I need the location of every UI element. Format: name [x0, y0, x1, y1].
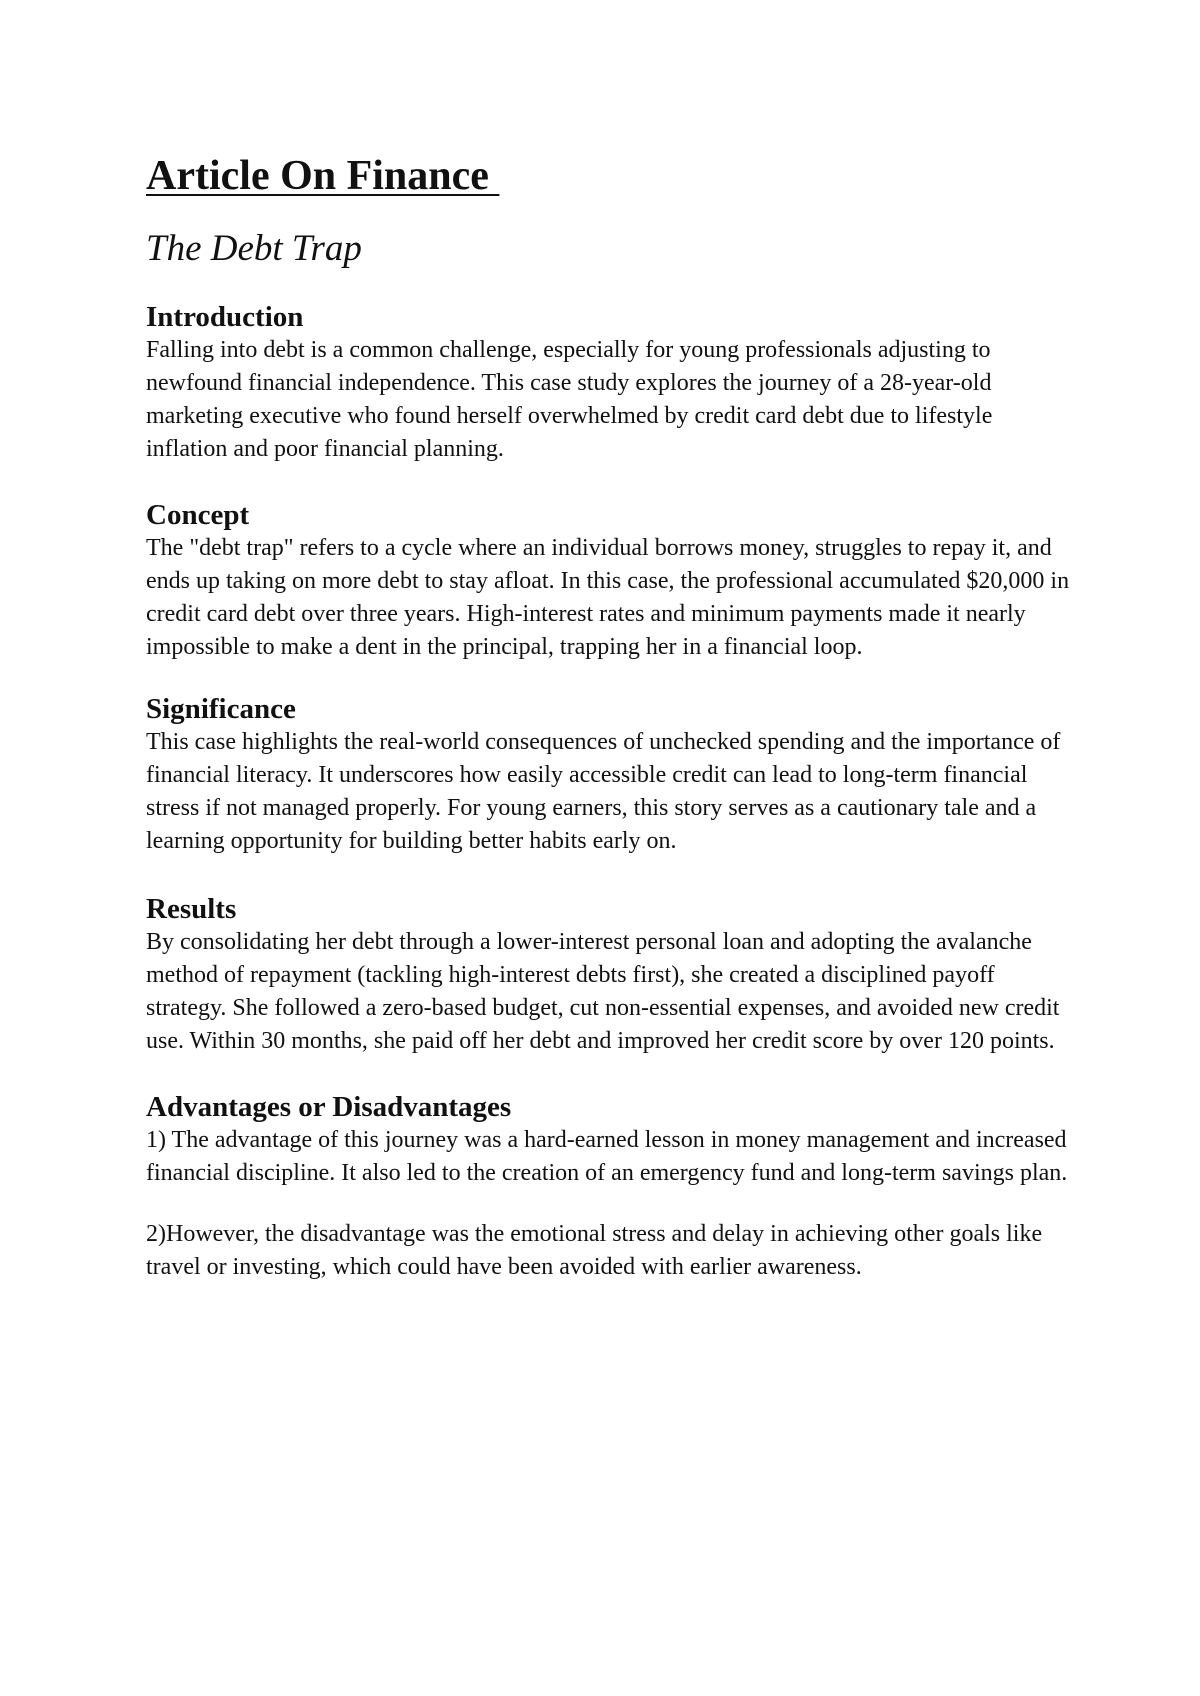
section-paragraph: 1) The advantage of this journey was a hard-earned lesson in money management and increased financial discipline. It also led to the creation of an emergency fund and long-term savings plan. [146, 1127, 1068, 1186]
section-results [146, 892, 1076, 1058]
section-significance [146, 692, 1076, 858]
section-paragraph: Falling into debt is a common challenge, especially for young professionals adjusting to newfound financial independence. This case study explores the journey of a 28-year-old marketing executive who found herself overwhelmed by credit card debt due to lifestyle inflation and poor financial planning. [146, 337, 993, 462]
section-paragraph: 2)However, the disadvantage was the emotional stress and delay in achieving other goals like travel or investing, which could have been avoided with earlier awareness. [146, 1221, 1043, 1280]
section-heading: Significance [146, 693, 296, 725]
section-heading: Results [146, 893, 237, 925]
section-heading: Concept [146, 499, 250, 531]
document-title: Article On Finance [146, 153, 500, 199]
section-paragraph: By consolidating her debt through a lower-interest personal loan and adopting the avalanche method of repayment (tackling high-interest debts first), she created a disciplined payoff strategy. She followed a zero-based budget, cut non-essential expenses, and avoided new credit use. Within 30 months, she paid off her debt and improved her credit score by over 120 points. [146, 929, 1060, 1054]
section-heading: Advantages or Disadvantages [146, 1091, 512, 1123]
section-paragraph: The "debt trap" refers to a cycle where an individual borrows money, struggles to repay it, and ends up taking on more debt to stay afloat. In this case, the professional accumulated $20,000 in credit card debt over three years. High-interest rates and minimum payments made it nearly impossible to make a dent in the principal, trapping her in a financial loop. [146, 535, 1070, 660]
section-concept [146, 498, 1076, 664]
document-subtitle: The Debt Trap [146, 228, 362, 269]
section-introduction [146, 300, 1076, 466]
document-page [146, 148, 1076, 1284]
section-advantages-disadvantages [146, 1090, 1076, 1284]
section-paragraph: This case highlights the real-world consequences of unchecked spending and the importance of financial literacy. It underscores how easily accessible credit can lead to long-term financial stress if not managed properly. For young earners, this story serves as a cautionary tale and a learning opportunity for building better habits early on. [146, 729, 1061, 854]
section-heading: Introduction [146, 301, 304, 333]
